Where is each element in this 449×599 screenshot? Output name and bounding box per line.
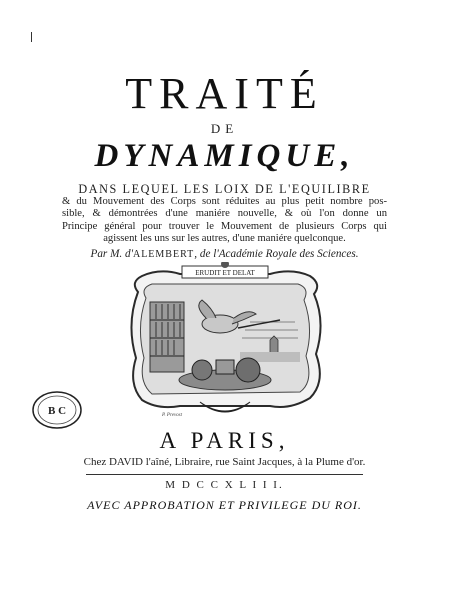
engraver-signature: P. Prevost xyxy=(162,413,182,418)
stamp-letters: B C xyxy=(47,405,67,417)
title-de: DE xyxy=(210,121,239,136)
description-line: agissent les uns sur les autres, d'une maniére quelconque. xyxy=(103,233,346,244)
imprint-city: A PARIS, xyxy=(159,428,290,453)
description-line: sible, & démontrées d'une maniére nouvelle, & où l'on donne un xyxy=(62,208,387,219)
title-dynamique: DYNAMIQUE, xyxy=(94,138,355,174)
margin-mark xyxy=(31,32,32,42)
imprint-date: M D C C X L I I I. xyxy=(165,479,284,491)
author-line xyxy=(0,248,449,260)
imprint-privilege: AVEC APPROBATION ET PRIVILEGE DU ROI. xyxy=(87,498,362,512)
divider-rule xyxy=(86,474,363,475)
title-traite: TRAITÉ xyxy=(125,69,324,118)
description-line: & du Mouvement des Corps sont réduites au plus petit nombre pos- xyxy=(62,196,387,207)
imprint-publisher: Chez DAVID l'aîné, Libraire, rue Saint Jacques, à la Plume d'or. xyxy=(83,456,366,468)
author-name: ALEMBERT xyxy=(132,249,195,260)
library-stamp xyxy=(31,390,83,430)
author-suffix: , de l'Académie Royale des Sciences. xyxy=(194,248,359,260)
vignette-banner: ERUDIT ET DELAT xyxy=(195,269,255,277)
subtitle: DANS LEQUEL LES LOIX DE L'EQUILIBRE xyxy=(78,182,371,196)
author-prefix: Par M. d' xyxy=(90,248,133,260)
engraved-vignette xyxy=(120,262,330,420)
description-line: Principe général pour trouver le Mouvement de plusieurs Corps qui xyxy=(62,221,387,232)
